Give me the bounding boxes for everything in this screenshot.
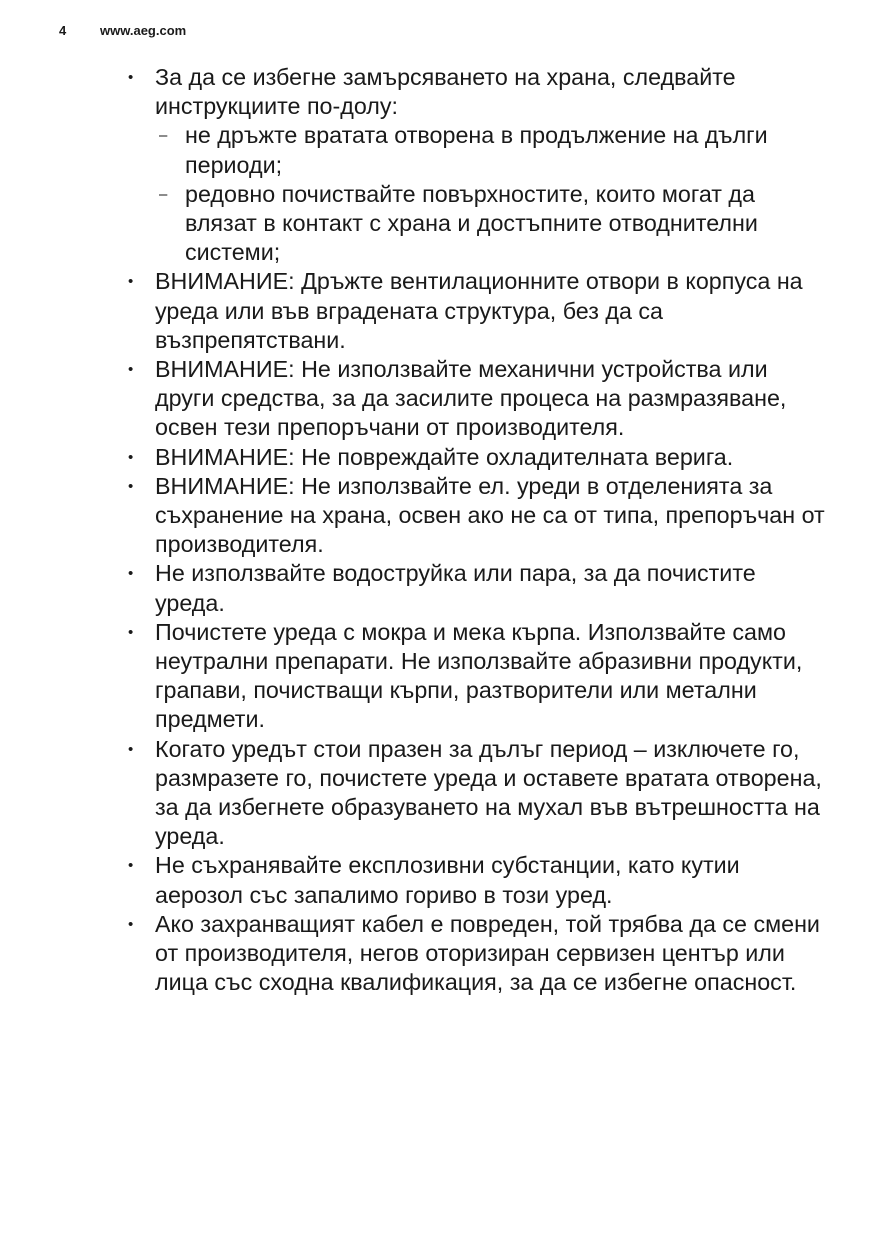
sub-list-item-text: не дръжте вратата отворена в продължение на дълги периоди; (185, 122, 768, 178)
list-item (126, 618, 826, 735)
sub-list-item (155, 180, 826, 268)
list-item (126, 851, 826, 909)
bullet-list (126, 63, 826, 998)
list-item-text: Не съхранявайте експлозивни субстанции, като кутии аерозол със запалимо гориво в този уред. (155, 852, 740, 908)
list-item (126, 472, 826, 560)
page-header (59, 22, 186, 40)
sub-list-item-text: редовно почиствайте повърхностите, които могат да влязат в контакт с храна и достъпните отводнителни системи; (185, 180, 758, 266)
list-item-text: ВНИМАНИЕ: Дръжте вентилационните отвори в корпуса на уреда или във вградената структура, без да са възпрепятствани. (155, 268, 803, 353)
list-item (126, 443, 826, 472)
list-item (126, 63, 826, 267)
list-item-text: Почистете уреда с мокра и мека кърпа. Използвайте само неутрални препарати. Не използвайте абразивни продукти, грапави, почистващи кърпи, разтворители или метални предмети. (155, 618, 803, 733)
list-item (126, 355, 826, 443)
list-item (126, 910, 826, 998)
list-item (126, 267, 826, 355)
list-item (126, 735, 826, 852)
list-item-text: Когато уредът стои празен за дълъг период – изключете го, размразете го, почистете уреда и оставете вратата отворена, за да избегнете образуването на мухал във вътрешността на уреда. (155, 735, 822, 850)
list-item-text: Не използвайте водоструйка или пара, за да почистите уреда. (155, 560, 756, 616)
list-item-text: ВНИМАНИЕ: Не повреждайте охладителната верига. (155, 443, 734, 470)
list-item-text: ВНИМАНИЕ: Не използвайте ел. уреди в отделенията за съхранение на храна, освен ако не са от типа, препоръчан от производителя. (155, 472, 825, 558)
page-number: 4 (59, 23, 67, 38)
list-item-text: За да се избегне замърсяването на храна, следвайте инструкциите по-долу: (155, 64, 736, 120)
list-item (126, 559, 826, 617)
sub-list-item (155, 121, 826, 179)
list-item-text: Ако захранващият кабел е повреден, той трябва да се смени от производителя, негов оторизиран сервизен център или лица със сходна квалификация, за да се избегне опасност. (155, 910, 820, 996)
list-item-text: ВНИМАНИЕ: Не използвайте механични устройства или други средства, за да засилите процеса на размразяване, освен тези препоръчани от производителя. (155, 356, 787, 441)
safety-instructions (126, 63, 826, 998)
site-url[interactable]: www.aeg.com (100, 23, 187, 38)
sub-list (155, 121, 826, 267)
